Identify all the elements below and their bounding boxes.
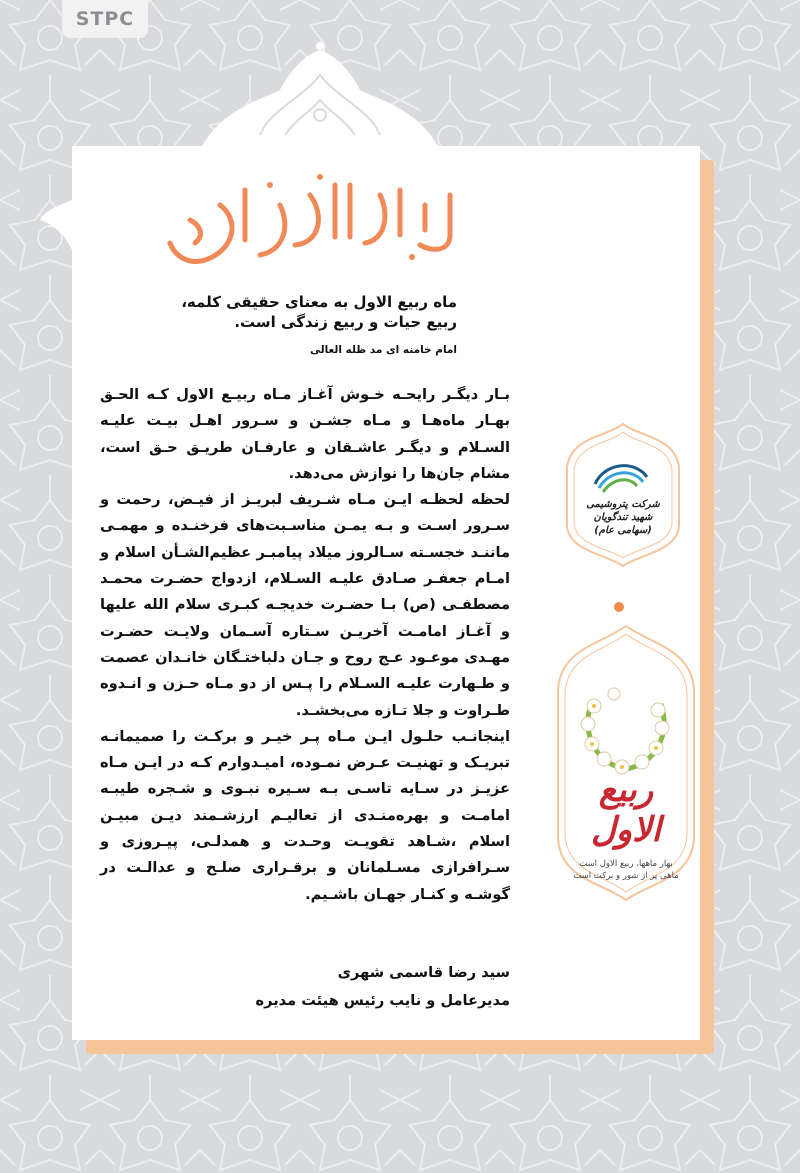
signature-title: مدیرعامل و نایب رئیس هیئت مدیره <box>255 992 510 1009</box>
rabi-al-awwal-title: ربیع الاول <box>591 770 661 850</box>
flower-caption <box>570 858 682 882</box>
quote-author: امام خامنه ای مد ظله العالی <box>310 344 457 356</box>
body-paragraph-3: اینجانـب حلـول ایـن مـاه پـر خیـر و برکـت را صمیمانـه تبریـک و تهنیـت عـرض نمـوده، امیـدوارم کـه در ایـن مـاه عزیـز در سـایه تاسـی بـه سـیره نبـوی و شـجره طیبـه امامـت و بهره‌منـدی از تعالیـم ارزشـمند دیـن مبیـن اسلام ،شـاهد تقویـت وحـدت و همدلـی، پیـروزی و سـرافرازی مسـلمانان و برقـراری صلـح و عدالـت در گوشـه و کنـار جهـان باشـیم. <box>100 727 510 903</box>
signature-name: سید رضا قاسمی شهری <box>337 964 510 981</box>
flower-caption-line-2: ماهی پر از شور و برکت است <box>573 871 679 881</box>
company-name: شرکت پتروشیمی شهید تندگویان (سهامی عام) <box>586 499 660 536</box>
body-paragraph-1: بـار دیگـر رایحـه خـوش آغـاز مـاه ربیـع الاول کـه الحـق بهـار ماه‌هـا و مـاه جشـن و سـرور اهـل بیـت علیـه السـلام و دیگـر عاشـقان و عارفـان طریـق حـق است، مشام جان‌ها را نوازش می‌دهد. <box>100 386 510 482</box>
separator-dot <box>614 602 624 612</box>
basmala-calligraphy <box>150 165 470 280</box>
body-paragraph-2: لحظه لحظـه ایـن مـاه شـریف لبریـز از فیـض، رحمت و سـرور اسـت و بـه یمـن مناسـبت‌های فرخنـده و مهمـی ماننـد خجسـته سـالروز میلاد پیامبـر عظیم‌الشـأن اسلام و امـام جعفـر صـادق علیـه السـلام، ازدواج حضـرت محمـد مصطفـی (ص) بـا حضـرت خدیجـه کبـری سلام الله علیها و آغـاز امامـت آخریـن سـتاره آسـمان ولایـت حضـرت مهـدی موعـود عـج روح و جـان دلباختـگان خانـدان عصمت و طـهارت علیـه السـلام را پـس از دو مـاه حـزن و انـدوه طـراوت و جلا تـازه می‌بخشـد. <box>100 491 510 719</box>
company-logo-panel <box>565 422 681 568</box>
quote-line-1: ماه ربیع الاول به معنای حقیقی کلمه، <box>181 293 457 311</box>
flower-caption-line-1: بهار ماهها، ربیع الاول است <box>579 859 673 869</box>
quote-line-2: ربیع حیات و ربیع زندگی است. <box>234 313 457 331</box>
leader-quote <box>127 292 457 332</box>
letter-body <box>100 382 510 908</box>
stpc-badge: STPC <box>62 0 148 38</box>
